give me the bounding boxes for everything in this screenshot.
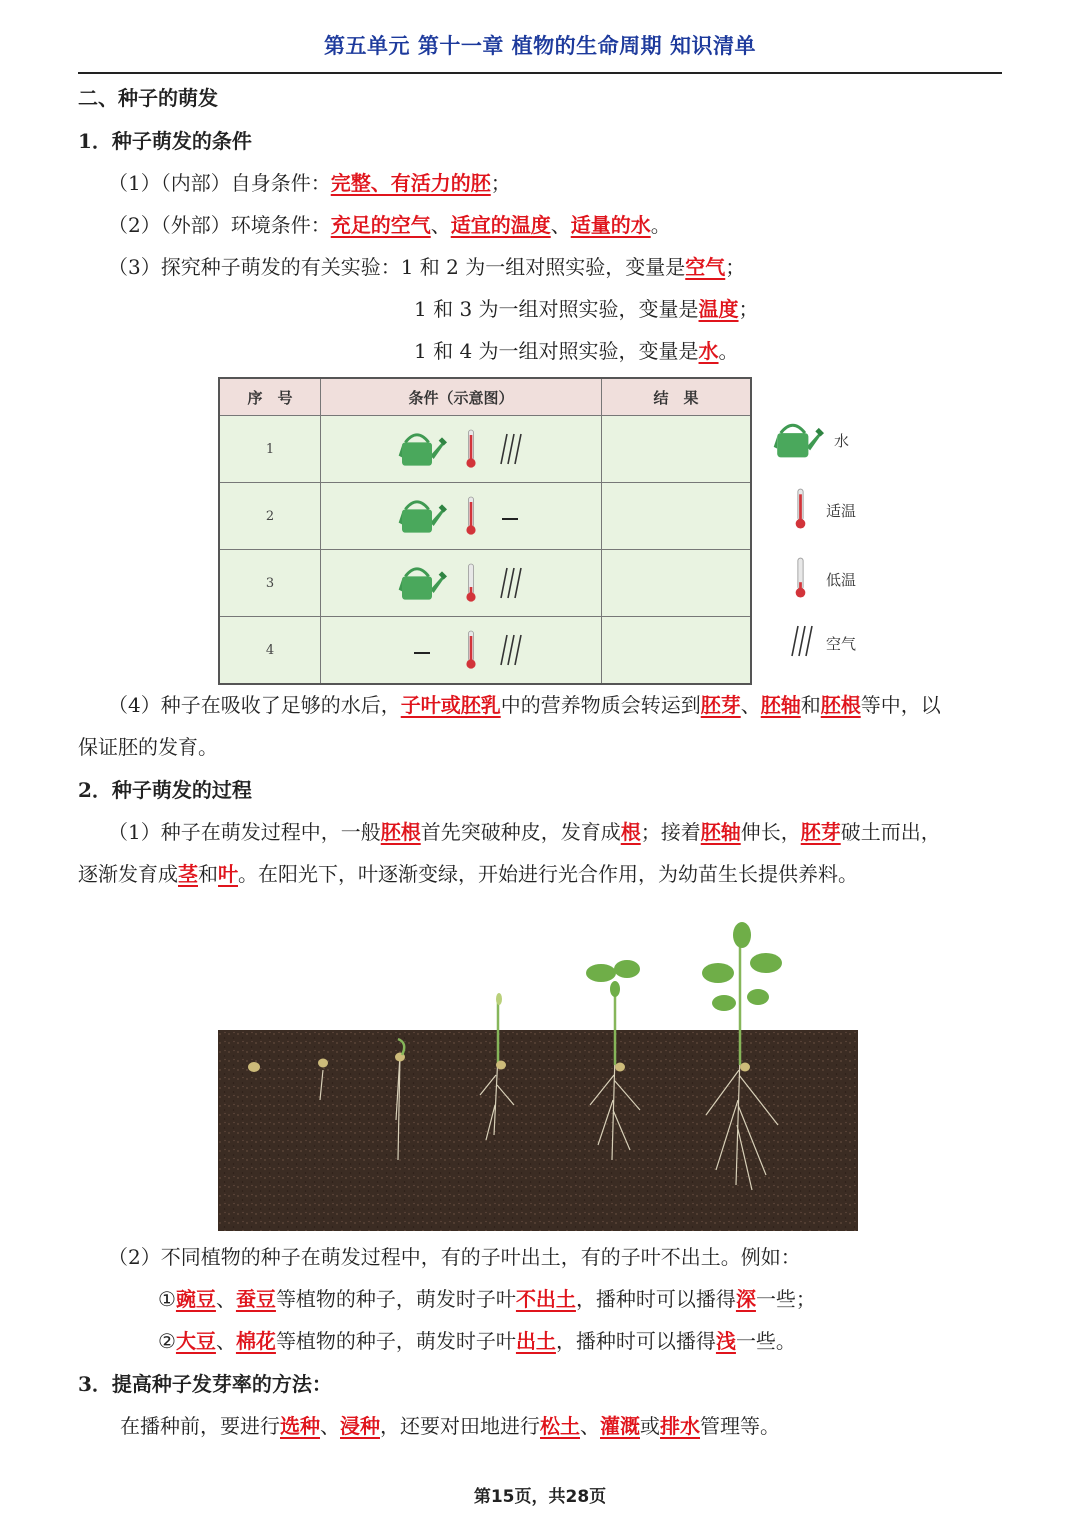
result-cell [602,483,752,550]
watering-can-icon [397,563,447,603]
answer-blank: 松土 [540,1414,580,1438]
legend-cold-label: 低温 [826,571,857,589]
table-header-result: 结 果 [602,378,752,416]
process-line-2: 逐渐发育成茎和叶。在阳光下，叶逐渐变绿，开始进行光合作用，为幼苗生长提供养料。 [78,862,858,886]
answer-blank: 胚轴 [760,693,801,717]
result-cell [602,617,752,685]
air-icon [495,432,525,466]
air-icon [495,566,525,600]
page-number: 第15页，共28页 [473,1487,607,1507]
answer-blank: 空气 [685,255,726,279]
legend-watering-can-icon [772,418,824,462]
answer-blank: 叶 [218,862,238,886]
part1-title: 1．种子萌发的条件 [78,129,252,153]
answer-blank: 灌溉 [600,1414,640,1438]
answer-blank: 适宜的温度 [450,213,551,237]
example-a: ①豌豆、蚕豆等植物的种子，萌发时子叶不出土，播种时可以播得深一些； [158,1287,816,1311]
example-b: ②大豆、棉花等植物的种子，萌发时子叶出土，播种时可以播得浅一些。 [158,1329,796,1353]
answer-blank: 水 [698,339,719,363]
air-icon [495,633,525,667]
no-air-dash [495,509,525,524]
table-row [219,617,751,685]
process-line-1: （1）种子在萌发过程中，一般胚根首先突破种皮，发育成根；接着胚轴伸长，胚芽破土而出， [108,820,941,844]
answer-blank: 温度 [698,297,739,321]
part3-text: 在播种前，要进行选种、浸种，还要对田地进行松土、灌溉或排水管理等。 [120,1414,780,1438]
answer-blank: 出土 [515,1329,556,1353]
answer-blank: 胚根 [820,693,861,717]
answer-blank: 豌豆 [175,1287,216,1311]
legend-warm-label: 适温 [826,502,857,520]
answer-blank: 深 [735,1287,756,1311]
part2-title: 2．种子萌发的过程 [78,778,252,802]
section-title: 二、种子的萌发 [78,86,218,110]
result-cell [602,550,752,617]
table-header-number: 序 号 [219,378,321,416]
answer-blank: 胚芽 [700,693,741,717]
condition-1: （1）（内部）自身条件：完整、有活力的胚； [108,171,511,195]
watering-can-icon [397,429,447,469]
condition-4-line-1: （4）种子在吸收了足够的水后，子叶或胚乳中的营养物质会转运到胚芽、胚轴和胚根等中，以 [108,693,941,717]
thermometer-warm-icon [465,429,477,469]
answer-blank: 胚根 [380,820,421,844]
part3-title: 3．提高种子发芽率的方法： [78,1372,332,1396]
answer-blank: 浅 [715,1329,736,1353]
table-row [219,483,751,550]
watering-can-icon [397,496,447,536]
condition-4-line-2: 保证胚的发育。 [78,735,218,759]
answer-blank: 完整、有活力的胚 [330,171,491,195]
answer-blank: 胚芽 [800,820,841,844]
legend-thermometer-warm-icon [794,488,807,530]
row-number: 3 [219,550,321,617]
row-number: 2 [219,483,321,550]
answer-blank: 蚕豆 [235,1287,276,1311]
table-row [219,550,751,617]
row-number: 1 [219,416,321,483]
table-header-condition: 条件（示意图） [321,378,602,416]
legend-thermometer-cold-icon [794,557,807,599]
legend-air-icon [786,624,816,658]
answer-blank: 排水 [660,1414,700,1438]
answer-blank: 子叶或胚乳 [400,693,501,717]
answer-blank: 浸种 [340,1414,380,1438]
answer-blank: 棉花 [235,1329,276,1353]
answer-blank: 适量的水 [570,213,651,237]
condition-3-line-3: 1 和 4 为一组对照实验，变量是水。 [414,339,739,363]
answer-blank: 选种 [280,1414,320,1438]
thermometer-warm-icon [465,630,477,670]
answer-blank: 根 [620,820,641,844]
legend-air-label: 空气 [826,635,857,653]
experiment-table [218,377,752,685]
condition-2: （2）（外部）环境条件：充足的空气、适宜的温度、适量的水。 [108,213,671,237]
legend-water-label: 水 [834,432,850,450]
answer-blank: 不出土 [515,1287,576,1311]
thermometer-warm-icon [465,496,477,536]
result-cell [602,416,752,483]
process-line-3: （2）不同植物的种子在萌发过程中，有的子叶出土，有的子叶不出土。例如： [108,1245,801,1269]
thermometer-cold-icon [465,563,477,603]
condition-3-line-1: （3）探究种子萌发的有关实验：1 和 2 为一组对照实验，变量是空气； [108,255,746,279]
header-rule [78,72,1002,74]
seed-germination-illustration [218,905,858,1231]
answer-blank: 大豆 [175,1329,216,1353]
answer-blank: 胚轴 [700,820,741,844]
page-header-title: 第五单元 第十一章 植物的生命周期 知识清单 [324,34,756,58]
table-row [219,416,751,483]
condition-3-line-2: 1 和 3 为一组对照实验，变量是温度； [414,297,759,321]
answer-blank: 茎 [178,862,198,886]
row-number: 4 [219,617,321,685]
no-water-dash [397,643,447,658]
answer-blank: 充足的空气 [330,213,431,237]
